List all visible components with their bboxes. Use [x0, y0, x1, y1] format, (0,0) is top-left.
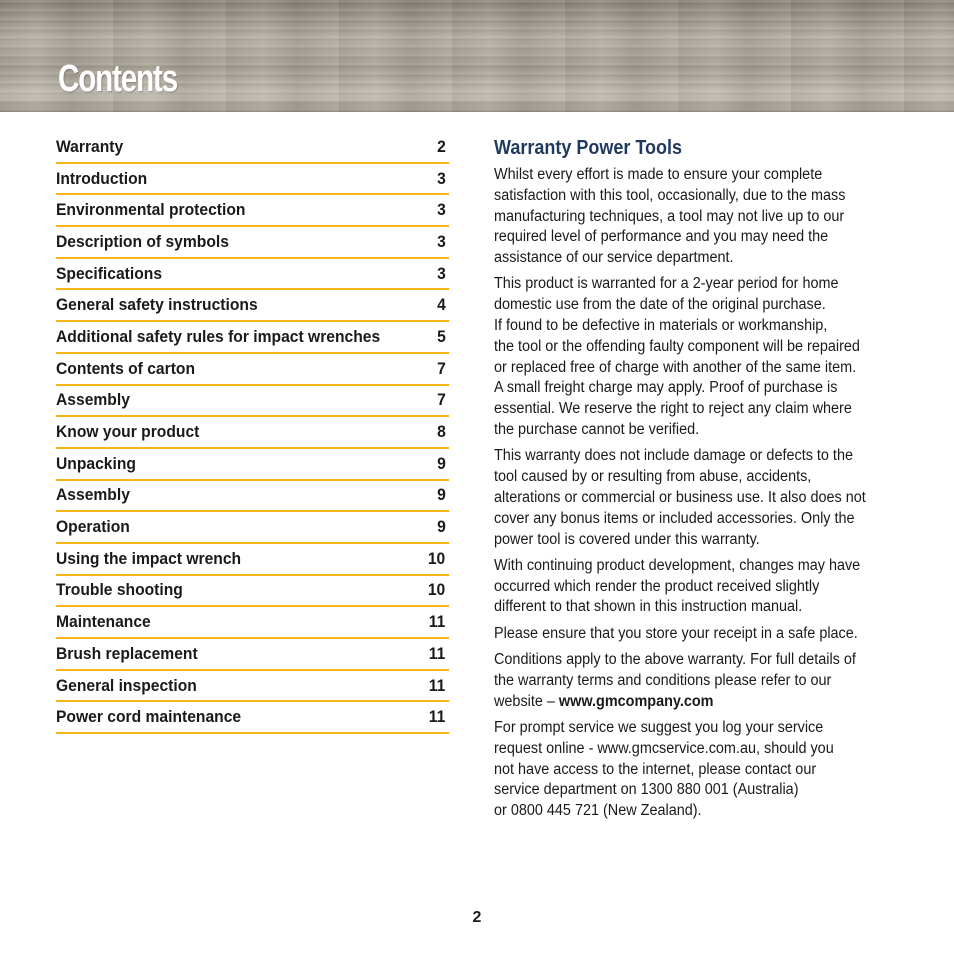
toc-item-page: 9	[436, 453, 446, 473]
section-heading: Warranty Power Tools	[494, 137, 683, 159]
toc-item-label: Assembly	[56, 390, 130, 410]
toc-item[interactable]	[56, 354, 449, 386]
warranty-paragraph: For prompt service we suggest you log your service request online - www.gmcservice.com.au, should you not have access to the internet, please contact our service department on 1300 880 001 (Australia) or 0800 445 721 (New Zealand).	[494, 718, 834, 820]
toc-item[interactable]	[56, 227, 449, 259]
toc-item[interactable]	[56, 164, 449, 196]
toc-item-label: General safety instructions	[56, 295, 258, 315]
toc-item-page: 11	[428, 675, 446, 695]
toc-item-page: 2	[436, 136, 446, 156]
toc-item-page: 8	[436, 422, 446, 442]
toc-item[interactable]	[56, 386, 449, 418]
warranty-paragraph: With continuing product development, changes may have occurred which render the product received slightly different to that shown in this instruction manual.	[494, 556, 861, 616]
toc-item-page: 9	[436, 517, 446, 537]
warranty-paragraph	[494, 650, 885, 712]
toc-item[interactable]	[56, 417, 449, 449]
toc-item[interactable]	[56, 607, 449, 639]
toc-item-label: Operation	[56, 517, 130, 537]
toc-item-label: Warranty	[56, 136, 124, 156]
toc-item[interactable]	[56, 639, 449, 671]
toc-item-page: 3	[436, 168, 446, 188]
toc-item[interactable]	[56, 290, 449, 322]
toc-item[interactable]	[56, 702, 449, 734]
toc-item[interactable]	[56, 512, 449, 544]
toc-item-page: 10	[427, 548, 446, 568]
toc-item-label: Power cord maintenance	[56, 707, 242, 727]
toc-item[interactable]	[56, 544, 449, 576]
toc-item-label: Maintenance	[56, 612, 151, 632]
table-of-contents	[56, 132, 449, 734]
toc-item-page: 3	[436, 200, 446, 220]
toc-item-page: 7	[436, 390, 446, 410]
toc-item[interactable]	[56, 449, 449, 481]
toc-item-label: Assembly	[56, 485, 130, 505]
toc-item-label: Additional safety rules for impact wrenches	[56, 326, 381, 346]
warranty-text: Conditions apply to the above warranty. For full details of the warranty terms and conditions please refer to our website –	[494, 651, 856, 710]
website-link[interactable]: www.gmcompany.com	[558, 692, 714, 710]
toc-item-label: Description of symbols	[56, 231, 229, 251]
toc-item-label: Introduction	[56, 168, 148, 188]
toc-item-label: Know your product	[56, 422, 200, 442]
toc-item-page: 9	[436, 485, 446, 505]
toc-item-label: General inspection	[56, 675, 197, 695]
toc-item-page: 7	[436, 358, 446, 378]
toc-item-label: Using the impact wrench	[56, 548, 242, 568]
toc-item-page: 11	[428, 707, 446, 727]
toc-item-label: Trouble shooting	[56, 580, 183, 600]
toc-item[interactable]	[56, 481, 449, 513]
toc-item-page: 3	[436, 263, 446, 283]
warranty-section	[494, 135, 894, 827]
toc-item-label: Specifications	[56, 263, 163, 283]
toc-item[interactable]	[56, 132, 449, 164]
page-number: 2	[472, 909, 482, 926]
warranty-paragraph: Whilst every effort is made to ensure your complete satisfaction with this tool, occasionally, due to the mass manufacturing techniques, a tool may not live up to our required level of performance and you may need the assistance of our service department.	[494, 166, 846, 267]
toc-item-page: 3	[436, 231, 446, 251]
toc-item-label: Brush replacement	[56, 643, 198, 663]
toc-item[interactable]	[56, 259, 449, 291]
toc-item-page: 11	[428, 612, 446, 632]
warranty-paragraph: This warranty does not include damage or defects to the tool caused by or resulting from abuse, accidents, alterations or commercial or business use. It also does not cover any bonus items or included accessories. Only the power tool is covered under this warranty.	[494, 447, 866, 548]
toc-item-page: 11	[428, 643, 446, 663]
toc-item[interactable]	[56, 576, 449, 608]
toc-item[interactable]	[56, 322, 449, 354]
toc-item-page: 10	[427, 580, 446, 600]
toc-item[interactable]	[56, 671, 449, 703]
warranty-paragraph: Please ensure that you store your receipt in a safe place.	[494, 624, 858, 642]
toc-item-label: Unpacking	[56, 453, 136, 473]
toc-item-page: 5	[436, 326, 446, 346]
page-title: Contents	[58, 58, 178, 100]
warranty-paragraph: This product is warranted for a 2-year period for home domestic use from the date of the original purchase. If found to be defective in materials or workmanship, the tool or the offending faulty component will be repaired or replaced free of charge with another of the same item. A small freight charge may apply. Proof of purchase is essential. We reserve the right to reject any claim where the purchase cannot be verified.	[494, 275, 860, 439]
header-banner	[0, 0, 954, 112]
toc-item-label: Contents of carton	[56, 358, 196, 378]
toc-item[interactable]	[56, 195, 449, 227]
toc-item-page: 4	[436, 295, 446, 315]
toc-item-label: Environmental protection	[56, 200, 246, 220]
